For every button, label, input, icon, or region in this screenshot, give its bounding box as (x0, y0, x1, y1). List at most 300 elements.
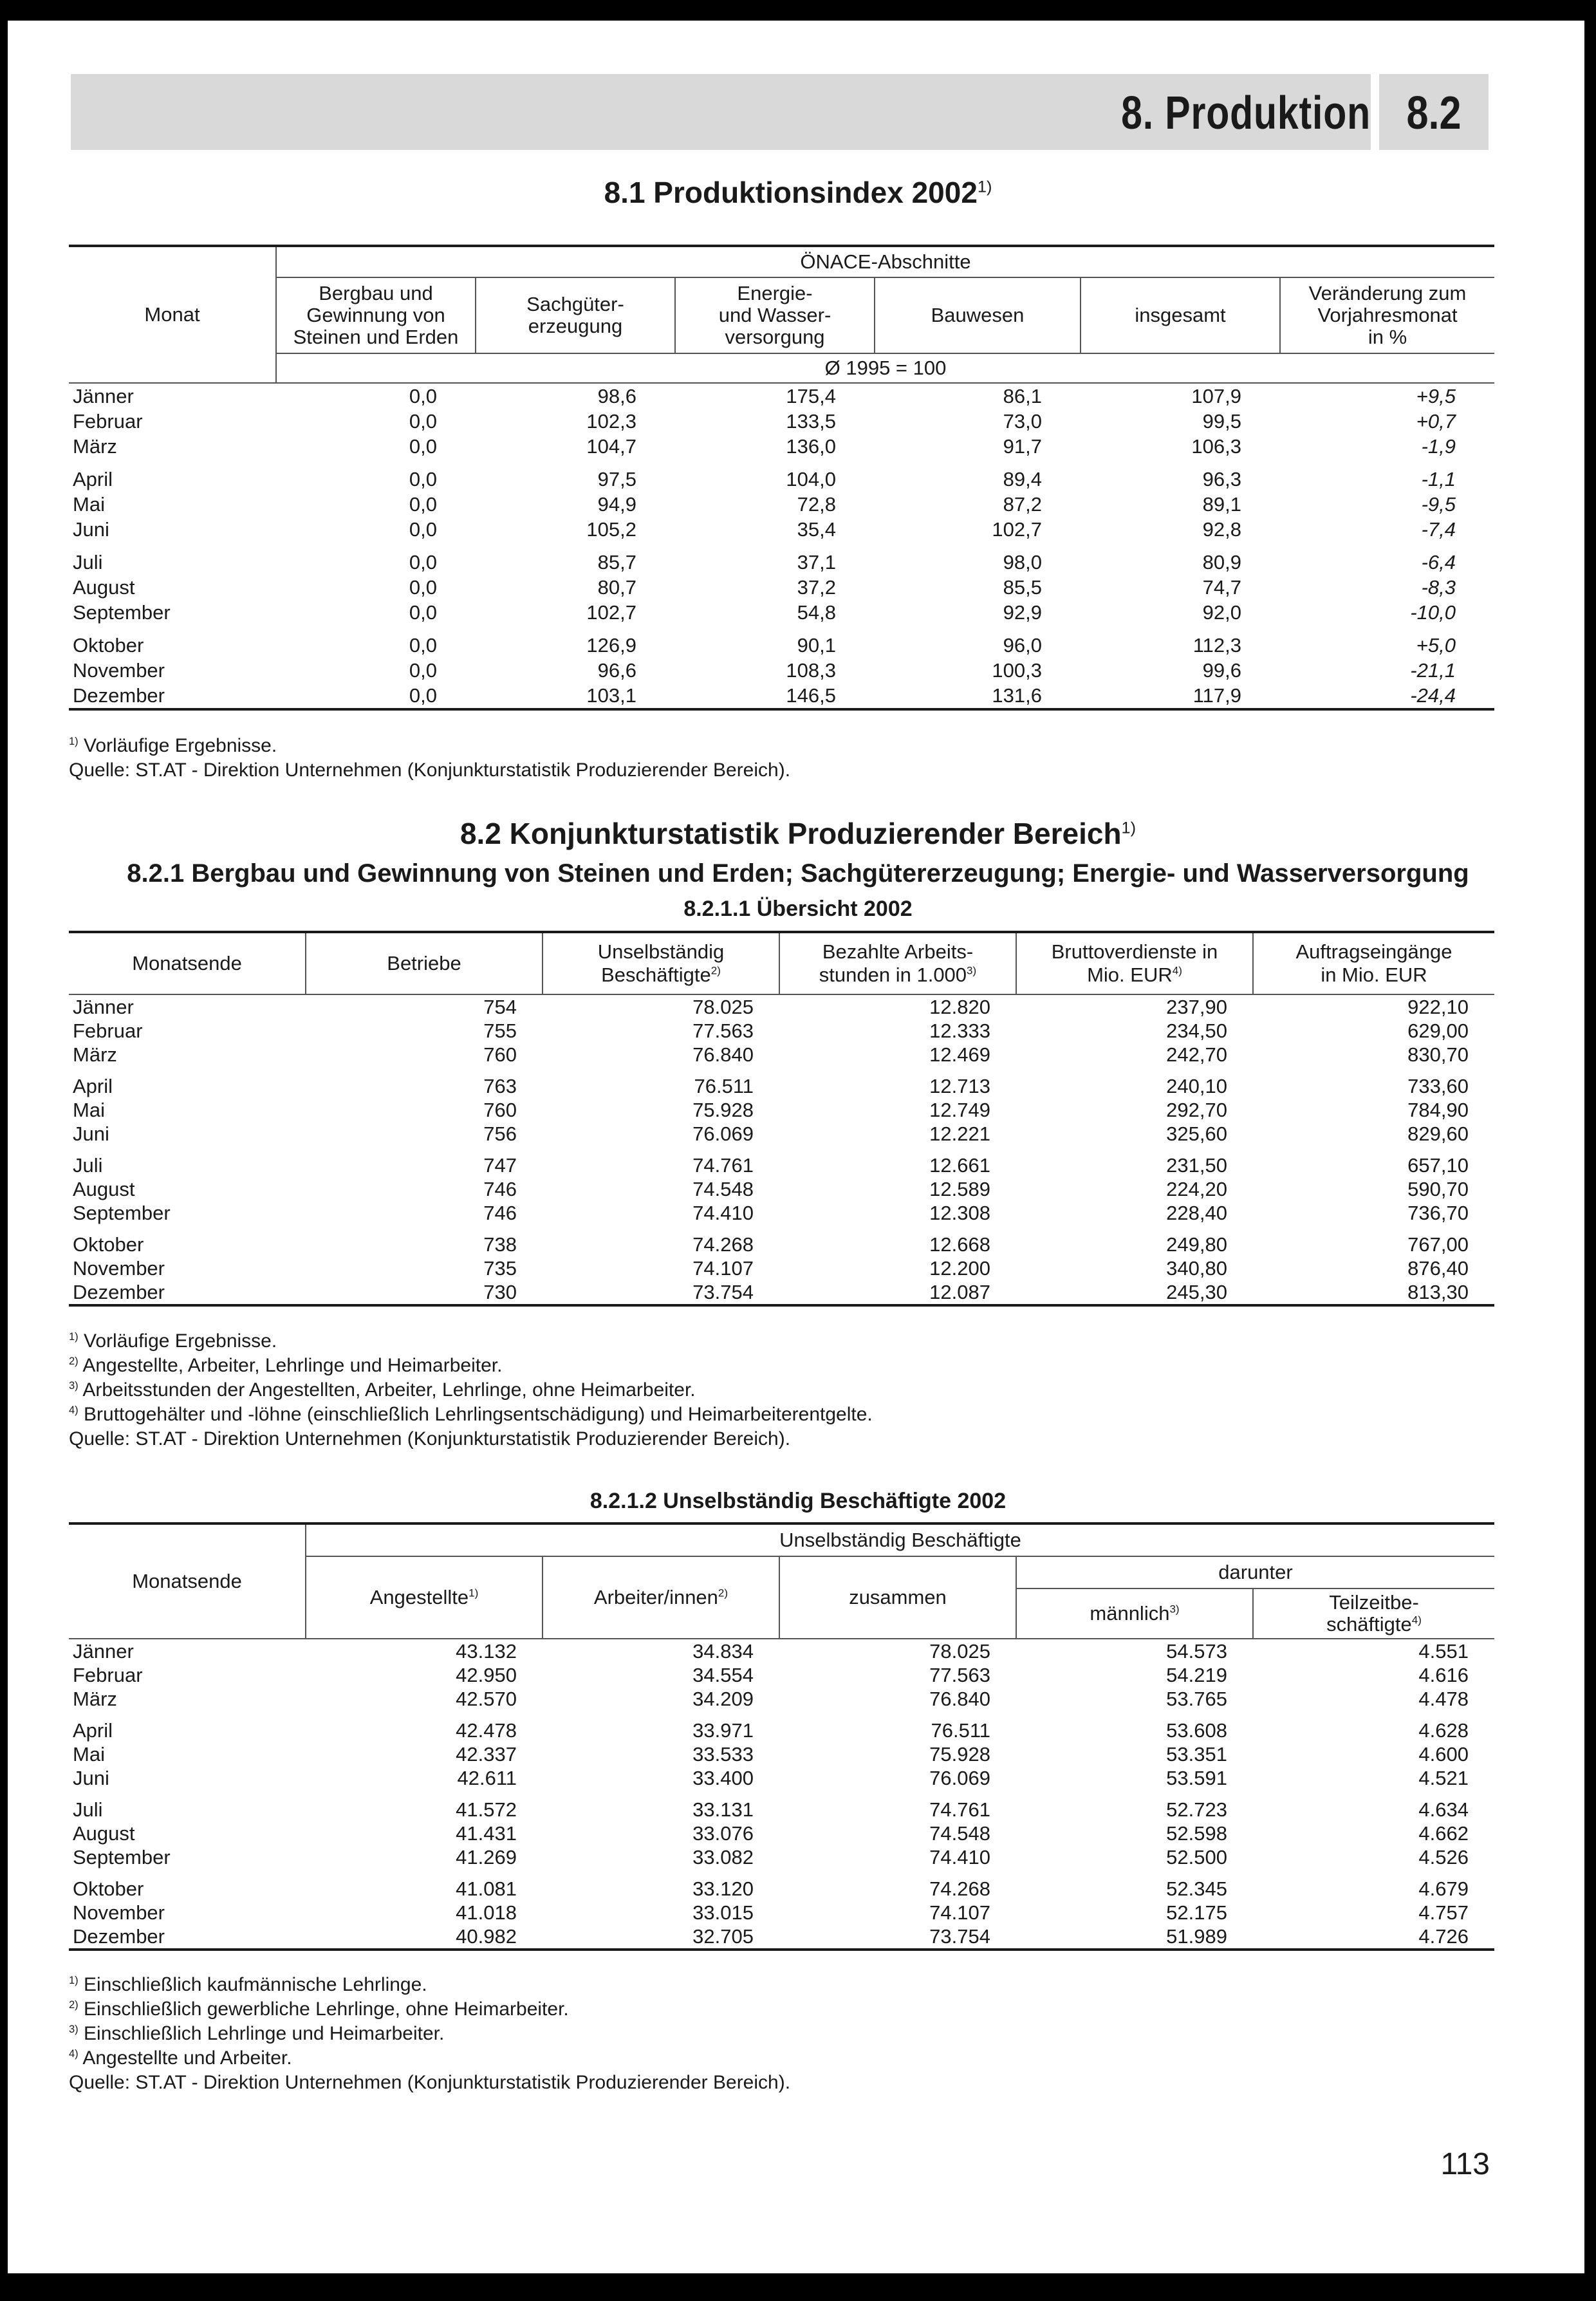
value-cell: 37,1 (797, 551, 836, 573)
month-cell: November (73, 1257, 165, 1280)
footnote-mark: 4) (69, 2048, 79, 2060)
header-line: in Mio. EUR (1321, 964, 1427, 986)
footnote-ref: 4) (1411, 1614, 1422, 1626)
value-cell: 98,0 (1003, 551, 1042, 573)
value-cell: 73.754 (779, 1924, 1016, 1950)
value-cell: -9,5 (1421, 493, 1456, 516)
column-header (306, 932, 543, 994)
value-cell: 73.754 (543, 1280, 779, 1305)
value-cell: 102,3 (586, 410, 636, 433)
column-header (1081, 277, 1280, 353)
month-cell: August (73, 576, 135, 599)
subgroup-header: darunter (1016, 1556, 1494, 1588)
header-line: Veränderung zum (1308, 282, 1467, 304)
month-cell: Oktober (73, 1877, 144, 1900)
footnote-text: Angestellte, Arbeiter, Lehrlinge und Heimarbeiter. (82, 1355, 503, 1376)
month-cell: Mai (73, 1743, 105, 1765)
value-cell: 33.015 (692, 1901, 754, 1924)
value-cell: 4.521 (1418, 1767, 1469, 1789)
value-cell: 103,1 (476, 683, 675, 709)
month-cell: Juni (73, 1767, 109, 1789)
value-cell: 75.928 (692, 1099, 754, 1121)
value-cell: 74.548 (692, 1178, 754, 1200)
value-cell: 813,30 (1253, 1280, 1494, 1305)
value-cell: 33.400 (692, 1767, 754, 1789)
value-cell: 73,0 (1003, 410, 1042, 433)
value-cell: 104,0 (786, 468, 836, 490)
table-row (69, 1201, 1494, 1225)
footnote-ref: 3) (967, 964, 977, 977)
month-cell: Februar (73, 1664, 143, 1686)
month-cell: August (73, 1822, 135, 1845)
footnote-text: Einschließlich kaufmännische Lehrlinge. (84, 1974, 427, 1995)
value-cell: 4.662 (1418, 1822, 1469, 1845)
value-cell: 92,0 (1202, 601, 1241, 624)
value-cell: 53.351 (1166, 1743, 1227, 1765)
footnote (69, 758, 790, 783)
footnote-text: Einschließlich gewerbliche Lehrlinge, ohne Heimarbeiter. (84, 1998, 569, 2020)
value-cell: 760 (483, 1099, 517, 1121)
value-cell: 0,0 (409, 493, 437, 516)
header-line: Sachgüter- (526, 293, 624, 315)
table-row (69, 1742, 1494, 1766)
column-header (1253, 932, 1494, 994)
value-cell: 12.469 (929, 1043, 990, 1066)
table-row (69, 683, 1494, 709)
footnote-text: Vorläufige Ergebnisse. (84, 735, 277, 756)
table-row (69, 1256, 1494, 1280)
value-cell: 42.478 (456, 1719, 517, 1742)
value-cell: 90,1 (797, 634, 836, 657)
value-cell: 0,0 (409, 435, 437, 458)
header-line: Beschäftigte (601, 964, 711, 986)
value-cell: 754 (483, 996, 517, 1018)
month-cell: Juli (73, 551, 103, 573)
column-header (675, 277, 875, 353)
month-cell: Februar (73, 410, 143, 433)
value-cell: 12.200 (929, 1257, 990, 1280)
footnote-text: Bruttogehälter und -löhne (einschließlich Lehrlingsentschädigung) und Heimarbeiterentgelte. (84, 1404, 873, 1425)
value-cell: 72,8 (797, 493, 836, 516)
value-cell: 74.761 (692, 1154, 754, 1177)
footnote-ref: 3) (1169, 1603, 1180, 1616)
table-row (69, 1067, 1494, 1098)
header-line: männlich (1090, 1602, 1170, 1625)
value-cell: 89,4 (1003, 468, 1042, 490)
value-cell: 106,3 (1191, 435, 1241, 458)
month-cell: November (73, 1901, 165, 1924)
table-row (69, 542, 1494, 575)
section-title: 8. Produktion (1121, 88, 1371, 139)
table-row (69, 1663, 1494, 1687)
footnote-mark: 4) (69, 1404, 79, 1416)
value-cell: 35,4 (797, 518, 836, 541)
month-cell: April (73, 1719, 113, 1742)
value-cell: 97,5 (597, 468, 636, 490)
header-line: Mio. EUR (1087, 964, 1173, 986)
value-cell: 876,40 (1407, 1257, 1469, 1280)
header-line: Angestellte (369, 1586, 469, 1608)
month-cell: Juni (73, 518, 109, 541)
section2-subtitle: 8.2.1 Bergbau und Gewinnung von Steinen und Erden; Sachgütererzeugung; Energie- und Wasserversorgung (127, 859, 1469, 888)
month-cell: April (73, 468, 113, 490)
column-header (276, 277, 476, 353)
footnote-mark: 1) (69, 736, 79, 747)
value-cell: 760 (483, 1043, 517, 1066)
value-cell: 108,3 (786, 659, 836, 682)
value-cell: +9,5 (1416, 385, 1456, 407)
column-header (1280, 277, 1494, 353)
value-cell: 33.120 (692, 1877, 754, 1900)
value-cell: 74.107 (692, 1257, 754, 1280)
value-cell: -1,9 (1421, 435, 1456, 458)
header-line: stunden in 1.000 (819, 964, 967, 986)
value-cell: 42.570 (456, 1688, 517, 1710)
value-cell: 40.982 (306, 1924, 543, 1950)
value-cell: 92,8 (1202, 518, 1241, 541)
value-cell: 784,90 (1407, 1099, 1469, 1121)
value-cell: 74,7 (1202, 576, 1241, 599)
value-cell: 242,70 (1166, 1043, 1227, 1066)
header-line: versorgung (725, 326, 825, 348)
value-cell: +5,0 (1416, 634, 1456, 657)
value-cell: 245,30 (1016, 1280, 1253, 1305)
value-cell: 4.551 (1418, 1640, 1469, 1663)
header-line: Bergbau und (319, 282, 433, 304)
value-cell: 42.611 (457, 1767, 517, 1789)
column-header (779, 1556, 1016, 1639)
value-cell: 0,0 (276, 683, 476, 709)
value-cell: 54.573 (1166, 1640, 1227, 1663)
col-monatsende: Monatsende (69, 1523, 306, 1639)
header-line: Bezahlte Arbeits- (822, 940, 974, 963)
month-cell: Februar (73, 1020, 143, 1042)
month-cell: September (73, 1202, 171, 1224)
value-cell: 52.345 (1166, 1877, 1227, 1900)
table-row (69, 1146, 1494, 1177)
value-cell: -6,4 (1421, 551, 1456, 573)
header-line: und Wasser- (718, 304, 831, 326)
value-cell: -24,4 (1280, 683, 1494, 709)
value-cell: 80,7 (597, 576, 636, 599)
value-cell: 0,0 (409, 385, 437, 407)
column-header (779, 932, 1016, 994)
value-cell: 33.082 (692, 1846, 754, 1868)
value-cell: 41.081 (456, 1877, 517, 1900)
header-line: zusammen (849, 1586, 947, 1608)
footnote (69, 1997, 790, 2022)
header-line: Monatsende (132, 952, 242, 974)
value-cell: 54,8 (797, 601, 836, 624)
month-cell: Juni (73, 1123, 109, 1145)
value-cell: 730 (306, 1280, 543, 1305)
value-cell: 75.928 (929, 1743, 990, 1765)
footnote-ref: 2) (710, 964, 721, 977)
value-cell: 74.107 (929, 1901, 990, 1924)
table1-title: 8.1 Produktionsindex 2002$^{1)}$ (604, 176, 992, 209)
value-cell: 99,5 (1202, 410, 1241, 433)
value-cell: 133,5 (786, 410, 836, 433)
value-cell: 80,9 (1202, 551, 1241, 573)
footnote-text: Einschließlich Lehrlinge und Heimarbeiter. (84, 2023, 445, 2044)
overview-table (69, 931, 1494, 1307)
value-cell: -10,0 (1410, 601, 1456, 624)
page-number: 113 (1440, 2147, 1490, 2181)
month-cell: April (73, 1075, 113, 1097)
header-line: Bruttoverdienste in (1051, 940, 1218, 963)
value-cell: 74.410 (929, 1846, 990, 1868)
value-cell: 249,80 (1166, 1233, 1227, 1256)
value-cell: 224,20 (1166, 1178, 1227, 1200)
value-cell: 756 (483, 1123, 517, 1145)
value-cell: 52.175 (1166, 1901, 1227, 1924)
value-cell: 42.950 (456, 1664, 517, 1686)
value-cell: -7,4 (1421, 518, 1456, 541)
value-cell: 89,1 (1202, 493, 1241, 516)
footnote (69, 1427, 873, 1451)
table-row (69, 1821, 1494, 1845)
header-line: Betriebe (387, 952, 461, 974)
value-cell: 12.589 (929, 1178, 990, 1200)
value-cell: 74.410 (692, 1202, 754, 1224)
value-cell: 12.333 (929, 1020, 990, 1042)
footnote-mark: 1) (69, 1331, 79, 1343)
table-row (69, 1280, 1494, 1305)
value-cell: 231,50 (1166, 1154, 1227, 1177)
month-cell: November (73, 659, 165, 682)
header-line: Vorjahresmonat (1317, 304, 1458, 326)
table-row (69, 1687, 1494, 1711)
value-cell: 53.608 (1166, 1719, 1227, 1742)
table-row (69, 1711, 1494, 1742)
value-cell: 325,60 (1166, 1123, 1227, 1145)
value-cell: 87,2 (1003, 493, 1042, 516)
value-cell: 96,6 (597, 659, 636, 682)
month-cell: Juli (73, 1798, 103, 1821)
value-cell: 747 (483, 1154, 517, 1177)
value-cell: 12.749 (929, 1099, 990, 1121)
header-line: Arbeiter/innen (593, 1586, 718, 1608)
value-cell: 0,0 (409, 410, 437, 433)
col-month: Monat (69, 246, 276, 383)
value-cell: 736,70 (1407, 1202, 1469, 1224)
footnote (69, 1329, 873, 1354)
table-row (69, 658, 1494, 683)
value-cell: 657,10 (1407, 1154, 1469, 1177)
column-header (1016, 932, 1253, 994)
table-row (69, 1122, 1494, 1146)
table-row (69, 1043, 1494, 1067)
month-cell: März (73, 1043, 117, 1066)
value-cell: 829,60 (1407, 1123, 1469, 1145)
value-cell: 228,40 (1166, 1202, 1227, 1224)
table-row (69, 1639, 1494, 1663)
value-cell: 755 (483, 1020, 517, 1042)
header-line: Bauwesen (931, 304, 1025, 326)
value-cell: 74.548 (929, 1822, 990, 1845)
table-row (69, 575, 1494, 600)
value-cell: 4.526 (1418, 1846, 1469, 1868)
value-cell: 34.554 (692, 1664, 754, 1686)
index-base: Ø 1995 = 100 (276, 353, 1494, 383)
value-cell: 74.761 (929, 1798, 990, 1821)
table-row (69, 492, 1494, 517)
value-cell: 746 (483, 1202, 517, 1224)
footnote-text: Quelle: ST.AT - Direktion Unternehmen (Konjunkturstatistik Produzierender Bereich). (69, 1428, 791, 1449)
column-header (306, 1556, 543, 1639)
table-row (69, 1177, 1494, 1201)
value-cell: 94,9 (597, 493, 636, 516)
table1-footnotes (69, 734, 790, 783)
footnote-mark: 3) (69, 2024, 79, 2035)
column-header (1016, 1588, 1253, 1639)
table-row (69, 1790, 1494, 1821)
value-cell: -21,1 (1410, 659, 1456, 682)
value-cell: 76.511 (694, 1075, 754, 1097)
value-cell: 41.431 (456, 1822, 517, 1845)
value-cell: 78.025 (929, 1640, 990, 1663)
footnote (69, 1402, 873, 1427)
value-cell: 746 (483, 1178, 517, 1200)
value-cell: 53.591 (1166, 1767, 1227, 1789)
value-cell: 0,0 (409, 468, 437, 490)
month-cell: September (73, 1846, 171, 1868)
value-cell: 922,10 (1407, 996, 1469, 1018)
section-number: 8.2 (1406, 88, 1461, 139)
value-cell: +0,7 (1416, 410, 1456, 433)
footnote (69, 1973, 790, 1997)
value-cell: 146,5 (675, 683, 875, 709)
employees-group-header: Unselbständig Beschäftigte (306, 1523, 1494, 1556)
value-cell: 76.511 (931, 1719, 990, 1742)
value-cell: 126,9 (586, 634, 636, 657)
value-cell: 102,7 (586, 601, 636, 624)
onace-group-header: ÖNACE-Abschnitte (276, 246, 1494, 277)
table-row (69, 1924, 1494, 1950)
value-cell: 4.634 (1418, 1798, 1469, 1821)
footnote-text: Quelle: ST.AT - Direktion Unternehmen (Konjunkturstatistik Produzierender Bereich). (69, 759, 791, 781)
footnote-text: Vorläufige Ergebnisse. (84, 1330, 277, 1352)
value-cell: 629,00 (1407, 1020, 1469, 1042)
month-cell: März (73, 435, 117, 458)
value-cell: 733,60 (1407, 1075, 1469, 1097)
column-header (543, 932, 779, 994)
month-cell: Juli (73, 1154, 103, 1177)
value-cell: 33.076 (692, 1822, 754, 1845)
value-cell: 0,0 (409, 659, 437, 682)
employees-table (69, 1522, 1494, 1951)
value-cell: 32.705 (543, 1924, 779, 1950)
value-cell: 96,0 (1003, 634, 1042, 657)
table-row (69, 1901, 1494, 1924)
value-cell: 0,0 (409, 634, 437, 657)
header-line: Unselbständig (597, 940, 725, 963)
month-cell: Jänner (73, 996, 134, 1018)
footnote (69, 2071, 790, 2095)
value-cell: 107,9 (1191, 385, 1241, 407)
header-line: Energie- (737, 282, 813, 304)
value-cell: 102,7 (992, 518, 1042, 541)
value-cell: 738 (483, 1233, 517, 1256)
value-cell: 117,9 (1081, 683, 1280, 709)
table2-footnotes (69, 1329, 873, 1451)
value-cell: 74.268 (929, 1877, 990, 1900)
value-cell: 96,3 (1202, 468, 1241, 490)
table-row (69, 625, 1494, 658)
value-cell: 4.757 (1418, 1901, 1469, 1924)
value-cell: 12.713 (929, 1075, 990, 1097)
value-cell: 12.668 (929, 1233, 990, 1256)
value-cell: 41.018 (456, 1901, 517, 1924)
footnote (69, 734, 790, 758)
footnote-text: Quelle: ST.AT - Direktion Unternehmen (Konjunkturstatistik Produzierender Bereich). (69, 2072, 791, 2093)
value-cell: 91,7 (1003, 435, 1042, 458)
month-cell: Dezember (69, 1280, 306, 1305)
month-cell: Jänner (73, 385, 134, 407)
value-cell: 37,2 (797, 576, 836, 599)
value-cell: 53.765 (1166, 1688, 1227, 1710)
table-row (69, 1225, 1494, 1256)
value-cell: 76.069 (692, 1123, 754, 1145)
value-cell: 85,5 (1003, 576, 1042, 599)
footnote (69, 2022, 790, 2046)
table-row (69, 517, 1494, 542)
column-header (476, 277, 675, 353)
value-cell: 830,70 (1407, 1043, 1469, 1066)
value-cell: 0,0 (409, 551, 437, 573)
month-cell: September (73, 601, 171, 624)
header-line: Gewinnung von (306, 304, 445, 326)
header-line: in % (1368, 326, 1407, 348)
value-cell: 234,50 (1166, 1020, 1227, 1042)
table-row (69, 1845, 1494, 1869)
value-cell: 292,70 (1166, 1099, 1227, 1121)
value-cell: 43.132 (456, 1640, 517, 1663)
value-cell: 52.500 (1166, 1846, 1227, 1868)
value-cell: 33.131 (692, 1798, 754, 1821)
value-cell: 4.628 (1418, 1719, 1469, 1742)
column-header (543, 1556, 779, 1639)
table2-title: 8.2.1.1 Übersicht 2002 (683, 897, 913, 921)
value-cell: 240,10 (1166, 1075, 1227, 1097)
value-cell: 77.563 (929, 1664, 990, 1686)
value-cell: 100,3 (992, 659, 1042, 682)
value-cell: 12.308 (929, 1202, 990, 1224)
value-cell: 41.572 (456, 1798, 517, 1821)
header-line: Teilzeitbe- (1329, 1591, 1419, 1614)
section2-title: 8.2 Konjunkturstatistik Produzierender Bereich$^{1)}$ (459, 817, 1137, 850)
value-cell: 0,0 (409, 576, 437, 599)
value-cell: 76.069 (929, 1767, 990, 1789)
value-cell: 104,7 (586, 435, 636, 458)
month-cell: Oktober (73, 634, 144, 657)
footnote (69, 2046, 790, 2071)
month-cell: Mai (73, 1099, 105, 1121)
value-cell: 131,6 (875, 683, 1081, 709)
value-cell: 33.971 (692, 1719, 754, 1742)
value-cell: 105,2 (586, 518, 636, 541)
value-cell: 86,1 (1003, 385, 1042, 407)
column-header (1253, 1588, 1494, 1639)
value-cell: 4.600 (1418, 1743, 1469, 1765)
footnote (69, 1378, 873, 1402)
value-cell: 237,90 (1166, 996, 1227, 1018)
value-cell: 767,00 (1407, 1233, 1469, 1256)
header-line: Steinen und Erden (293, 326, 459, 348)
value-cell: 12.820 (929, 996, 990, 1018)
value-cell: 76.840 (929, 1688, 990, 1710)
table-row (69, 434, 1494, 459)
